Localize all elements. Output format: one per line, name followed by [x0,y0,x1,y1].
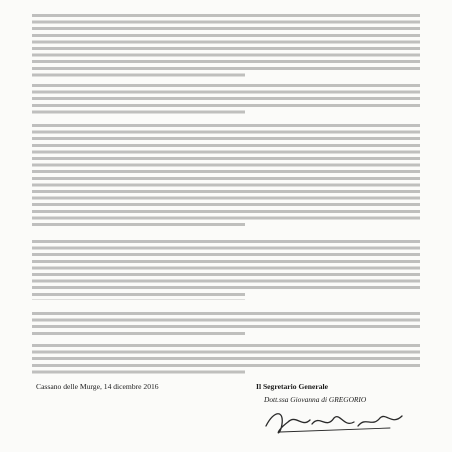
signatory-name: Dott.ssa Giovanna di GREGORIO [264,395,367,404]
paragraph-1 [32,14,420,80]
paragraph-3 [32,124,420,228]
paragraph-5 [32,312,420,336]
paragraph-4 [32,240,420,300]
paragraph-2 [32,84,420,117]
signatory-title: Il Segretario Generale [256,382,328,391]
place-date: Cassano delle Murge, 14 dicembre 2016 [36,382,159,391]
signature-block [256,382,426,404]
handwritten-signature [262,404,412,438]
paragraph-6 [32,344,420,374]
